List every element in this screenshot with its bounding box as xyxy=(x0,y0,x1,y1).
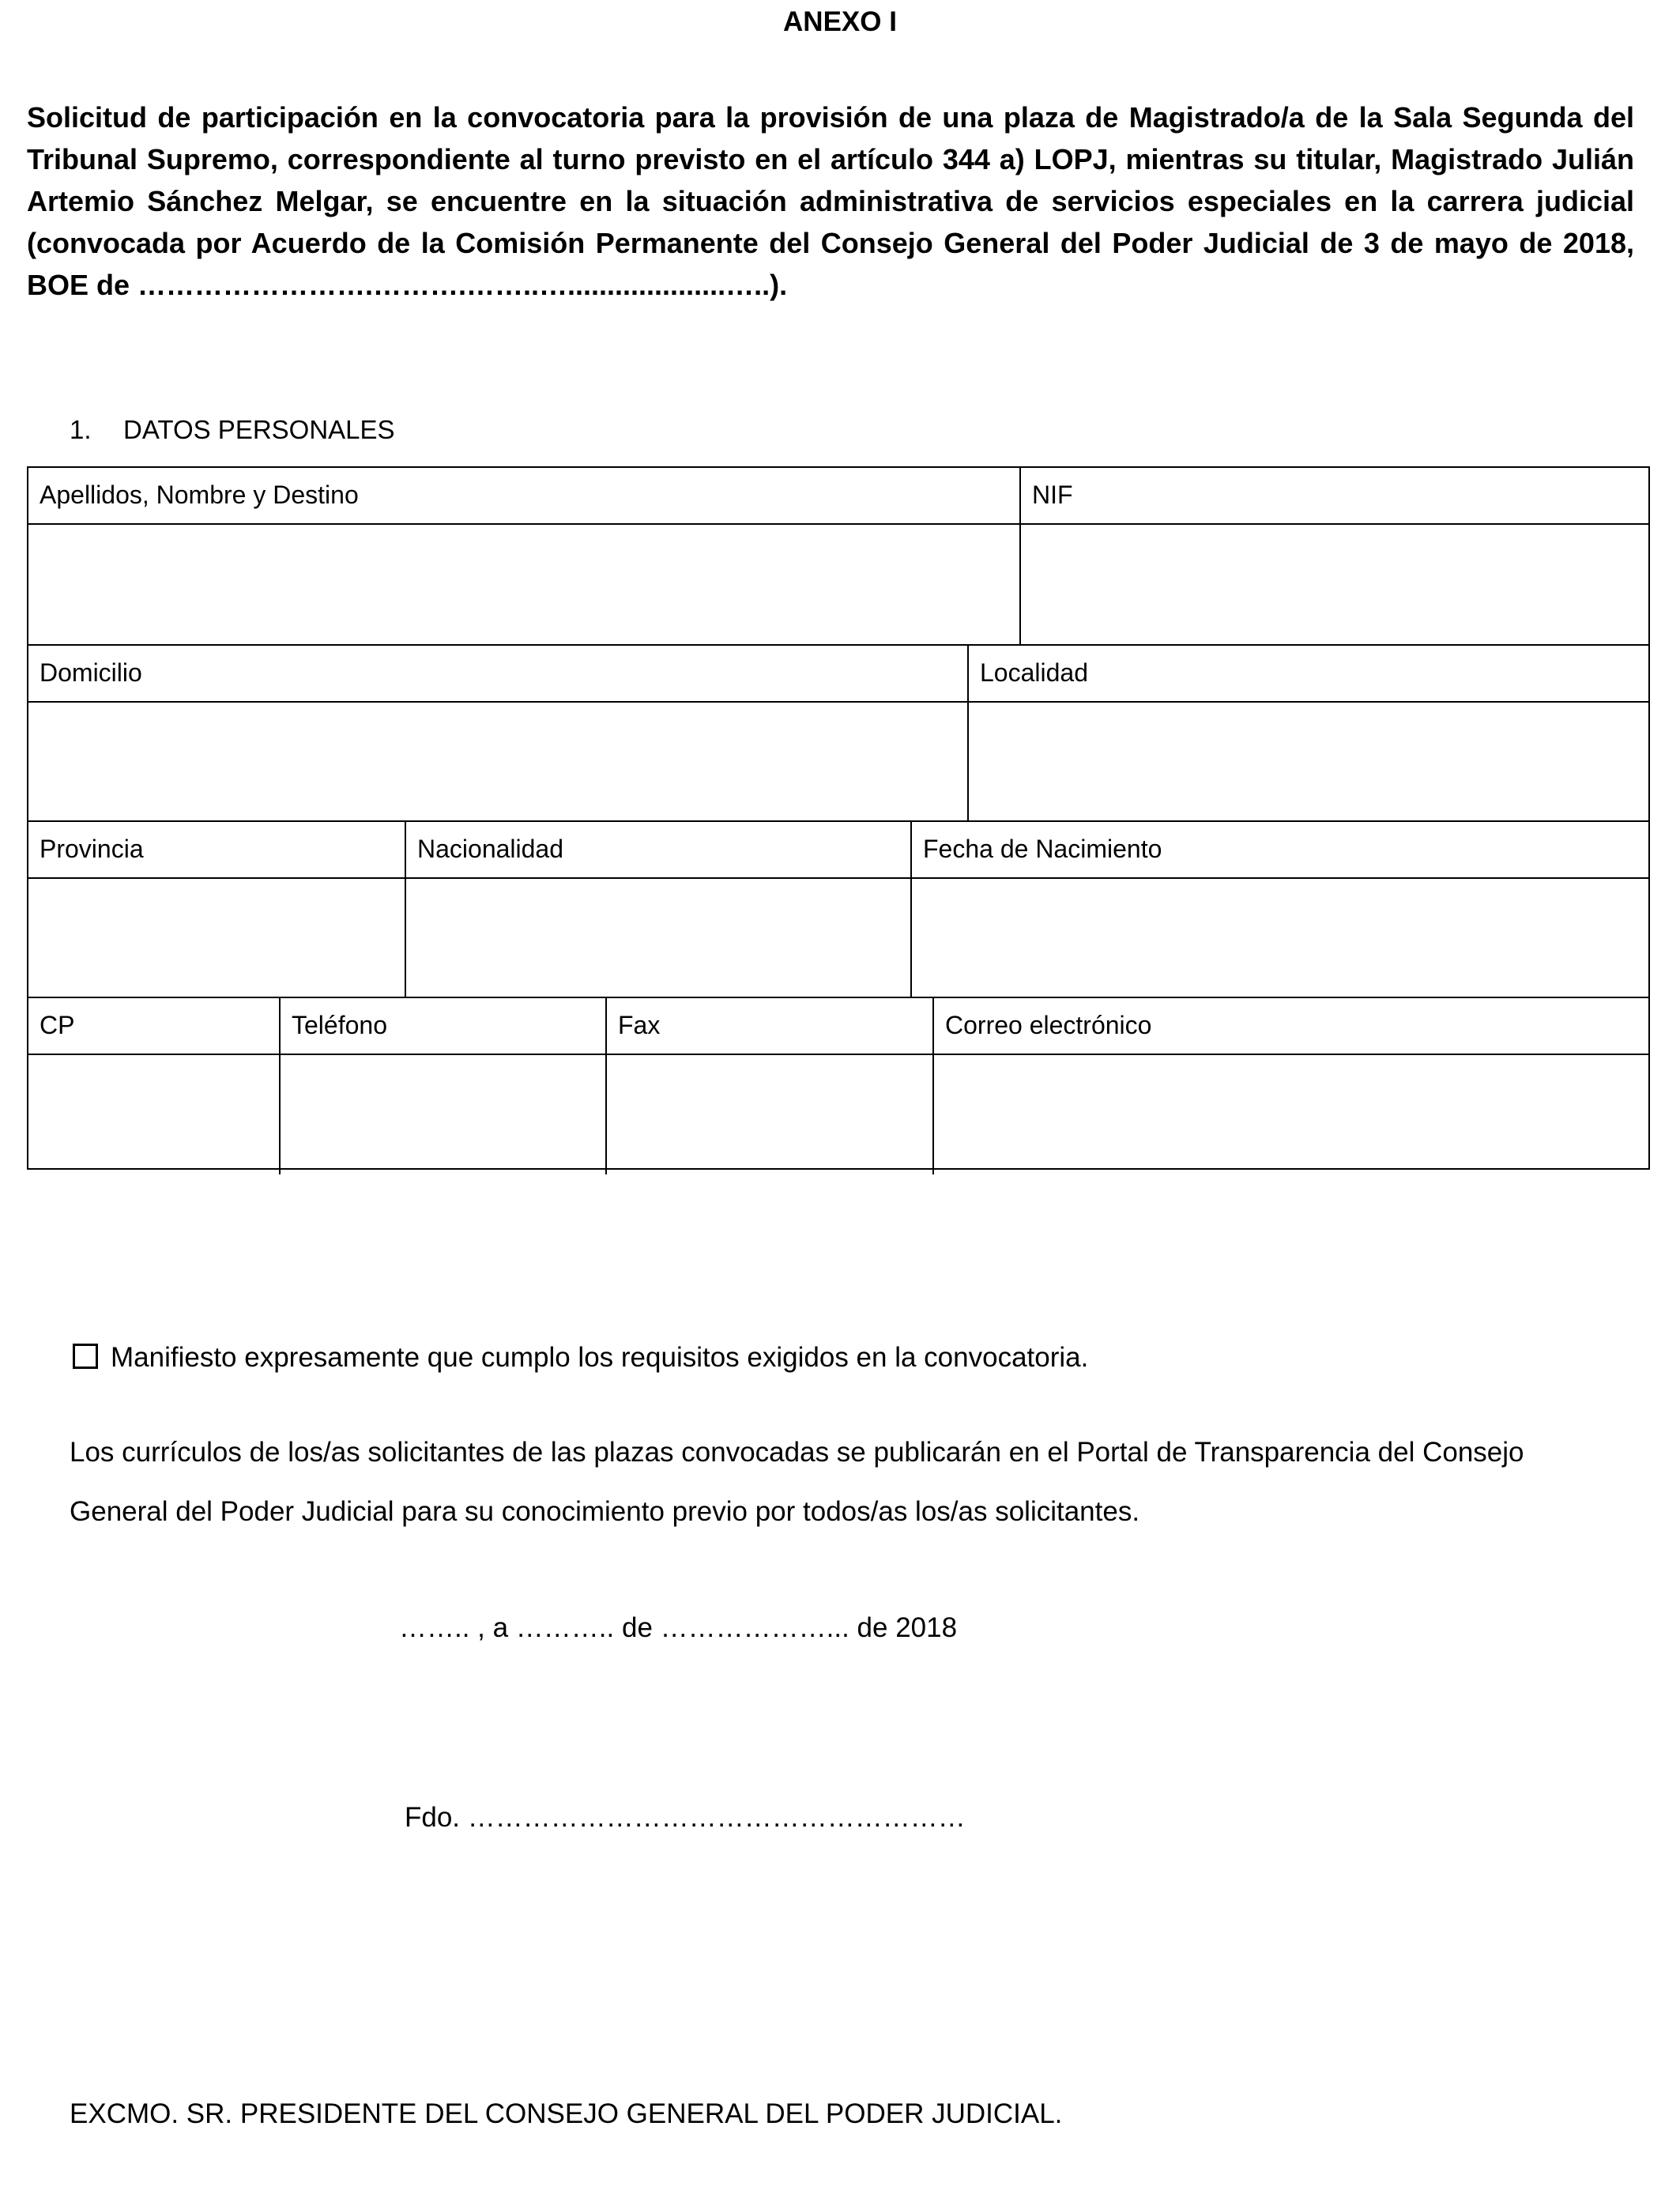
declaration-text: Manifiesto expresamente que cumplo los requisitos exigidos en la convocatoria. xyxy=(111,1342,1089,1373)
localidad-label: Localidad xyxy=(969,646,1648,703)
telefono-cell xyxy=(279,998,605,1174)
correo-label: Correo electrónico xyxy=(934,998,1648,1055)
requirements-checkbox[interactable] xyxy=(73,1344,98,1369)
request-intro: Solicitud de participación en la convocatoria para la provisión de una plaza de Magistrado/a de la Sala Segunda del Tribunal Supremo, correspondiente al turno previsto en el artículo 344 a) LOPJ, mientras su titular, Magistrado Julián Artemio Sánchez Melgar, se encuentre en la situación administrativa de servicios especiales en la carrera judicial (convocada por Acuerdo de la Comisión Permanente del Consejo General del Poder Judicial de 3 de mayo de 2018, BOE de …………………….……….……..…....................…..). xyxy=(27,101,1634,301)
domicilio-cell xyxy=(28,646,967,822)
apellidos-field[interactable] xyxy=(28,525,1019,644)
addressee: EXCMO. SR. PRESIDENTE DEL CONSEJO GENERAL DEL PODER JUDICIAL. xyxy=(70,2098,1063,2129)
section-heading xyxy=(70,415,395,445)
fax-field[interactable] xyxy=(607,1055,932,1174)
cp-field[interactable] xyxy=(28,1055,279,1174)
date-line: …….. , a ……….. de ………………... de 2018 xyxy=(399,1612,958,1643)
section-title: DATOS PERSONALES xyxy=(123,415,395,444)
provincia-field[interactable] xyxy=(28,879,405,998)
form-row-2 xyxy=(28,644,1648,822)
cp-cell xyxy=(28,998,279,1174)
provincia-cell xyxy=(28,822,405,998)
localidad-field[interactable] xyxy=(969,703,1648,822)
personal-data-form xyxy=(27,466,1650,1170)
fecha-nacimiento-field[interactable] xyxy=(912,879,1648,998)
nif-field[interactable] xyxy=(1021,525,1648,644)
provincia-label: Provincia xyxy=(28,822,405,879)
form-row-3 xyxy=(28,820,1648,998)
apellidos-label: Apellidos, Nombre y Destino xyxy=(28,468,1019,525)
requirements-declaration xyxy=(73,1342,1088,1374)
correo-cell xyxy=(932,998,1648,1174)
section-number: 1. xyxy=(70,415,92,444)
cp-label: CP xyxy=(28,998,279,1055)
fecha-nacimiento-cell xyxy=(910,822,1648,998)
localidad-cell xyxy=(967,646,1648,822)
nacionalidad-cell xyxy=(405,822,910,998)
nacionalidad-field[interactable] xyxy=(406,879,910,998)
domicilio-field[interactable] xyxy=(28,703,967,822)
domicilio-label: Domicilio xyxy=(28,646,967,703)
nif-label: NIF xyxy=(1021,468,1648,525)
fax-label: Fax xyxy=(607,998,932,1055)
annex-title: ANEXO I xyxy=(783,6,897,37)
nacionalidad-label: Nacionalidad xyxy=(406,822,910,879)
apellidos-cell xyxy=(28,468,1019,644)
nif-cell xyxy=(1019,468,1648,644)
form-row-4 xyxy=(28,997,1648,1174)
correo-field[interactable] xyxy=(934,1055,1648,1174)
form-row-1 xyxy=(28,468,1648,644)
transparency-notice: Los currículos de los/as solicitantes de las plazas convocadas se publicarán en el Portal de Transparencia del Consejo General del Poder Judicial para su conocimiento previo por todos/as los/as solicitantes. xyxy=(70,1437,1524,1527)
telefono-field[interactable] xyxy=(281,1055,605,1174)
signature-line: Fdo. ……………………………………………… xyxy=(405,1802,966,1833)
telefono-label: Teléfono xyxy=(281,998,605,1055)
fax-cell xyxy=(605,998,932,1174)
fecha-nacimiento-label: Fecha de Nacimiento xyxy=(912,822,1648,879)
